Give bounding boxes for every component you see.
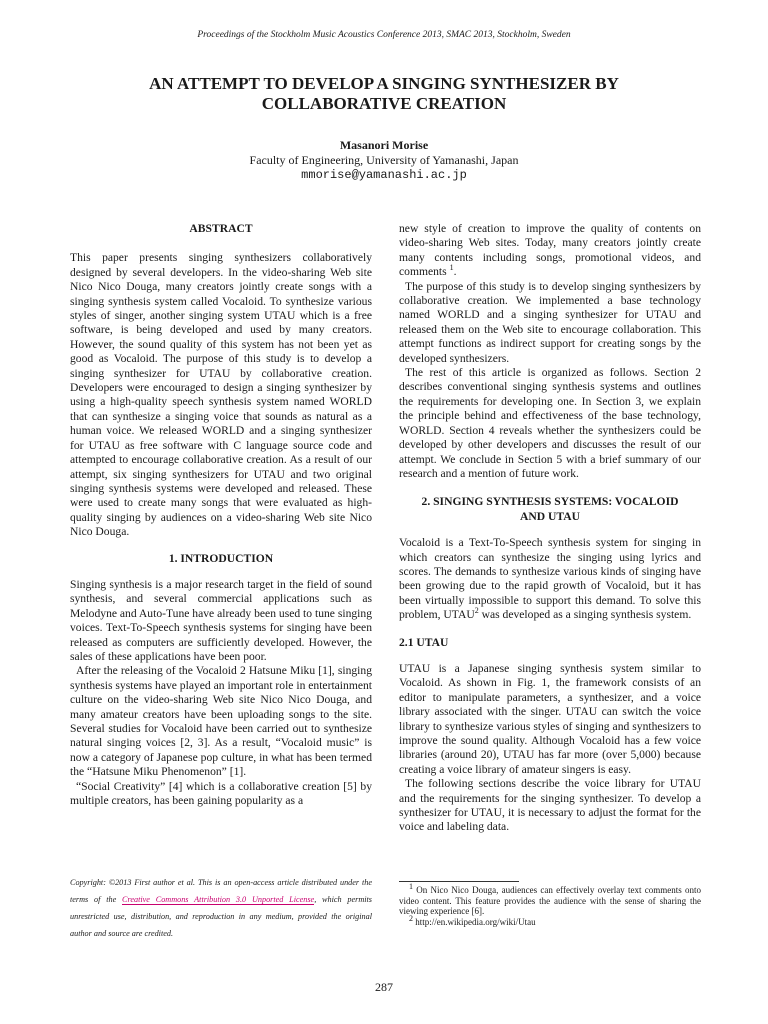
section-2-heading-line-2: AND UTAU xyxy=(519,509,580,523)
footnotes xyxy=(399,882,701,927)
section-2-paragraph-1-end: was developed as a singing synthesis system. xyxy=(478,608,692,622)
footnote-2 xyxy=(399,913,701,928)
section-2-heading-line-1: 2. SINGING SYNTHESIS SYSTEMS: VOCALOID xyxy=(421,495,679,509)
copyright-notice xyxy=(70,874,372,942)
abstract-text: This paper presents singing synthesizers collaboratively designed by several developers. In the video-sharing Web site Nico Nico Douga, many creators jointly create songs with a singing synthesis system called Vocaloid. To synthesize various styles of singer, another singing system UTAU which is a free software, is being developed and used by many creators. However, the sound quality of this system has not been yet as good as Vocaloid. The purpose of this study is to develop a singing synthesizer for UTAU by collaborative creation. Developers were encouraged to design a singing synthesizer by using a high-quality speech synthesis system named WORLD that can synthesize a singing voice that sounds as natural as a human voice. We released WORLD and a singing synthesizer for UTAU as free software with C language source code and attempted to encourage collaborative creation. As a result of our attempt, six singing synthesizers for UTAU and two original singing synthesis systems were developed and released. These were used to create many songs that were evaluated as high-quality singing by audiences on a video-sharing Web site Nico Nico Douga. xyxy=(70,251,372,539)
section-2-paragraph-1 xyxy=(399,536,701,622)
page-number: 287 xyxy=(375,980,393,994)
section-2-paragraph-1-text: Vocaloid is a Text-To-Speech synthesis system for singing in which creators can synthesize the singing using lyrics and scores. The demands to synthesize various kinds of singing have been growing due to the rapid growth of Vocaloid, but it has been virtually impossible to support this demand. To solve this problem, UTAU xyxy=(399,536,701,622)
footnote-2-link[interactable]: http://en.wikipedia.org/wiki/Utau xyxy=(413,916,536,927)
intro-paragraph-4-end: . xyxy=(453,265,457,279)
copyright-text-2: , which permits unrestricted use, distribution, and reproduction in any medium, provided the original author and source are credited. xyxy=(70,895,372,938)
paper-title xyxy=(60,74,708,114)
proceedings-header: Proceedings of the Stockholm Music Acoustics Conference 2013, SMAC 2013, Stockholm, Sweden xyxy=(197,30,571,40)
section-2-1-paragraph-1: UTAU is a Japanese singing synthesis system similar to Vocaloid. As shown in Fig. 1, the framework consists of an editor to manipulate parameters, a synthesizer, and a voice library associated with the singer. UTAU can switch the voice library to synthesize various styles of singing and synthesizers to improve the sound quality. Although Vocaloid has a few voice libraries (around 20), UTAU has far more (over 5,000) because creating a voice library of amateur singers is easy. xyxy=(399,661,701,776)
cc-license-link[interactable]: Creative Commons Attribution 3.0 Unported License xyxy=(122,895,315,904)
title-line-1: AN ATTEMPT TO DEVELOP A SINGING SYNTHESIZER BY xyxy=(149,74,619,93)
intro-paragraph-4 xyxy=(399,222,701,280)
footnote-1 xyxy=(399,882,701,917)
intro-paragraph-4-text: new style of creation to improve the quality of contents on video-sharing Web sites. Today, many creators jointly create many contents including songs, promotional videos, and comments xyxy=(399,222,701,279)
intro-paragraph-6: The rest of this article is organized as follows. Section 2 describes conventional singing synthesis systems and outlines the requirements for developing one. In Section 3, we explain the principle behind and effectiveness of the base technology, WORLD. Section 4 reveals whether the synthesizers could be developed by other developers and discusses the result of our attempt. We conclude in Section 5 with a brief summary of our research and a mention of future work. xyxy=(399,366,701,480)
footnote-divider xyxy=(399,881,519,882)
footnote-1-number: 1 xyxy=(409,882,413,891)
title-line-2: COLLABORATIVE CREATION xyxy=(261,94,507,113)
author-affiliation: Faculty of Engineering, University of Yamanashi, Japan xyxy=(249,153,519,167)
author-name: Masanori Morise xyxy=(339,138,429,152)
footnote-ref-1[interactable]: 1 xyxy=(449,263,454,273)
author-block xyxy=(0,138,768,183)
section-2-1-paragraph-2: The following sections describe the voice library for UTAU and the requirements for the singing synthesizer. To develop a synthesizer for UTAU, it is necessary to adjust the format for the voice and labeling data. xyxy=(399,777,701,834)
copyright-prefix: Copyright: xyxy=(70,878,109,887)
intro-paragraph-3: “Social Creativity” [4] which is a collaborative creation [5] by multiple creators, has been gaining popularity as a xyxy=(70,779,372,808)
intro-paragraph-5: The purpose of this study is to develop singing synthesizers by collaborative creation. We implemented a base technology named WORLD and a singing synthesizer for UTAU and released them on the Web site to encourage collaboration. This attempt functions as indirect support for creating songs by the developed synthesizers. xyxy=(399,279,701,365)
footnote-1-text: On Nico Nico Douga, audiences can effectively overlay text comments onto video content. This feature provides the audience with the sense of sharing the viewing experience [6]. xyxy=(399,885,701,917)
abstract-heading: ABSTRACT xyxy=(189,222,253,235)
copyright-symbol: © xyxy=(108,878,116,887)
left-column xyxy=(70,222,372,808)
section-2-heading xyxy=(399,495,701,524)
footnote-ref-2[interactable]: 2 xyxy=(474,606,479,616)
footnote-2-number: 2 xyxy=(409,913,413,923)
intro-paragraph-1: Singing synthesis is a major research target in the field of sound synthesis, and several commercial applications such as Melodyne and Auto-Tune have already been used to tune singing voices. Text-To-Speech synthesis systems for singing have been released as computers are sufficiently developed. However, the sales of these applications have been poor. xyxy=(70,577,372,663)
subsection-2-1-heading: 2.1 UTAU xyxy=(399,635,449,649)
author-email[interactable]: mmorise@yamanashi.ac.jp xyxy=(301,168,467,182)
intro-paragraph-2: After the releasing of the Vocaloid 2 Hatsune Miku [1], singing synthesis systems have played an important role in entertainment culture on the video-sharing Web site Nico Nico Douga, and many amateur creators have been uploading songs to the site. Several studies for Vocaloid have been carried out to synthesize natural singing voices [2, 3]. As a result, “Vocaloid music” is now a category of Japanese pop culture, in what has been termed the “Hatsune Miku Phenomenon” [1]. xyxy=(70,664,373,779)
right-column xyxy=(399,222,701,835)
introduction-heading: 1. INTRODUCTION xyxy=(168,551,274,565)
copyright-text-1: 2013 First author et al. This is an open-access article distributed under the terms of the xyxy=(70,878,372,904)
